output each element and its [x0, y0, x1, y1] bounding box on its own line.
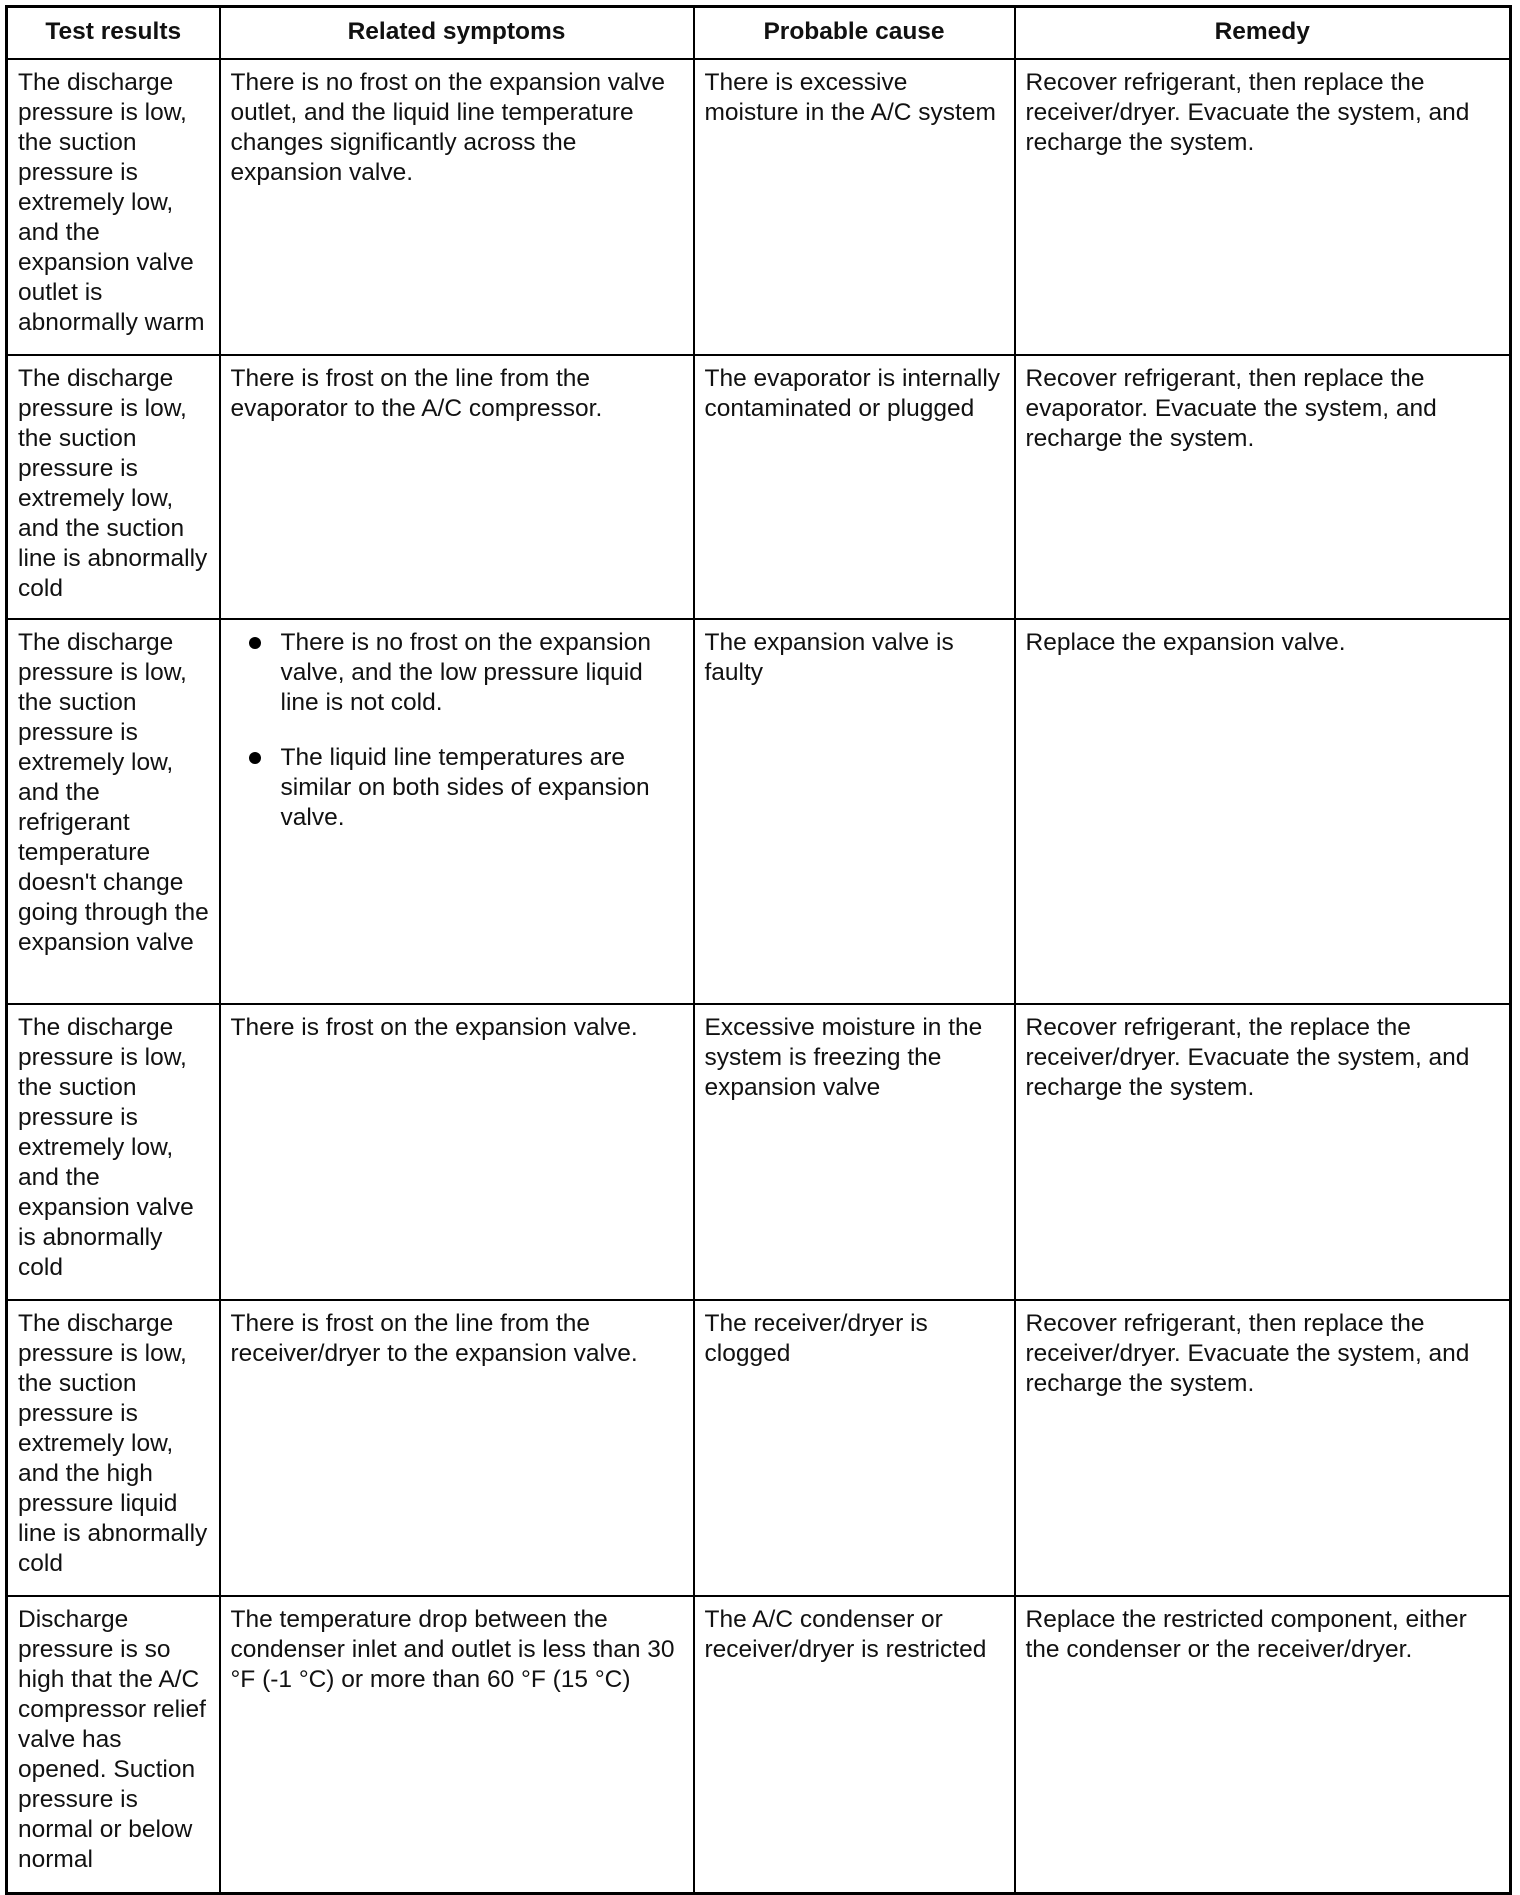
symptoms-cell — [220, 619, 694, 1004]
test-result-cell: The discharge pressure is low, the suction pressure is extremely low, and the expansion valve is abnormally cold — [7, 1004, 220, 1300]
header-probable-cause: Probable cause — [694, 7, 1015, 60]
table-row — [7, 355, 1511, 619]
remedy-cell: Replace the expansion valve. — [1015, 619, 1511, 1004]
symptoms-cell: There is frost on the line from the evaporator to the A/C compressor. — [220, 355, 694, 619]
symptom-text: There is no frost on the expansion valve, and the low pressure liquid line is not cold. — [280, 629, 651, 716]
table-row — [7, 1300, 1511, 1596]
test-result-cell: The discharge pressure is low, the suction pressure is extremely low, and the suction line is abnormally cold — [7, 355, 220, 619]
bullet-dot-icon — [249, 752, 261, 764]
remedy-cell: Recover refrigerant, then replace the evaporator. Evacuate the system, and recharge the system. — [1015, 355, 1511, 619]
header-related-symptoms: Related symptoms — [220, 7, 694, 60]
cause-cell: There is excessive moisture in the A/C system — [694, 59, 1015, 355]
cause-cell: The evaporator is internally contaminated or plugged — [694, 355, 1015, 619]
header-remedy: Remedy — [1015, 7, 1511, 60]
cause-cell: The expansion valve is faulty — [694, 619, 1015, 1004]
remedy-cell: Recover refrigerant, the replace the receiver/dryer. Evacuate the system, and recharge the system. — [1015, 1004, 1511, 1300]
test-result-cell: The discharge pressure is low, the suction pressure is extremely low, and the expansion valve outlet is abnormally warm — [7, 59, 220, 355]
list-item — [231, 628, 684, 718]
test-result-cell: Discharge pressure is so high that the A/C compressor relief valve has opened. Suction pressure is normal or below normal — [7, 1596, 220, 1894]
table-header-row — [7, 7, 1511, 60]
table-row — [7, 1004, 1511, 1300]
symptoms-bullet-list — [231, 628, 684, 833]
ac-diagnosis-table — [5, 5, 1512, 1895]
cause-cell: Excessive moisture in the system is freezing the expansion valve — [694, 1004, 1015, 1300]
symptoms-cell: There is frost on the expansion valve. — [220, 1004, 694, 1300]
table-row — [7, 59, 1511, 355]
cause-cell: The A/C condenser or receiver/dryer is restricted — [694, 1596, 1015, 1894]
symptoms-cell: The temperature drop between the condenser inlet and outlet is less than 30 °F (-1 °C) or more than 60 °F (15 °C) — [220, 1596, 694, 1894]
table-row — [7, 619, 1511, 1004]
symptoms-cell: There is no frost on the expansion valve outlet, and the liquid line temperature changes significantly across the expansion valve. — [220, 59, 694, 355]
header-test-results: Test results — [7, 7, 220, 60]
document-page — [5, 5, 1509, 1895]
table-row — [7, 1596, 1511, 1894]
remedy-cell: Recover refrigerant, then replace the receiver/dryer. Evacuate the system, and recharge the system. — [1015, 59, 1511, 355]
bullet-dot-icon — [249, 637, 261, 649]
test-result-cell: The discharge pressure is low, the suction pressure is extremely low, and the high pressure liquid line is abnormally cold — [7, 1300, 220, 1596]
symptoms-cell: There is frost on the line from the receiver/dryer to the expansion valve. — [220, 1300, 694, 1596]
remedy-cell: Recover refrigerant, then replace the receiver/dryer. Evacuate the system, and recharge the system. — [1015, 1300, 1511, 1596]
test-result-cell: The discharge pressure is low, the suction pressure is extremely low, and the refrigerant temperature doesn't change going through the expansion valve — [7, 619, 220, 1004]
list-item — [231, 743, 684, 833]
symptom-text: The liquid line temperatures are similar on both sides of expansion valve. — [280, 744, 650, 831]
remedy-cell: Replace the restricted component, either the condenser or the receiver/dryer. — [1015, 1596, 1511, 1894]
cause-cell: The receiver/dryer is clogged — [694, 1300, 1015, 1596]
